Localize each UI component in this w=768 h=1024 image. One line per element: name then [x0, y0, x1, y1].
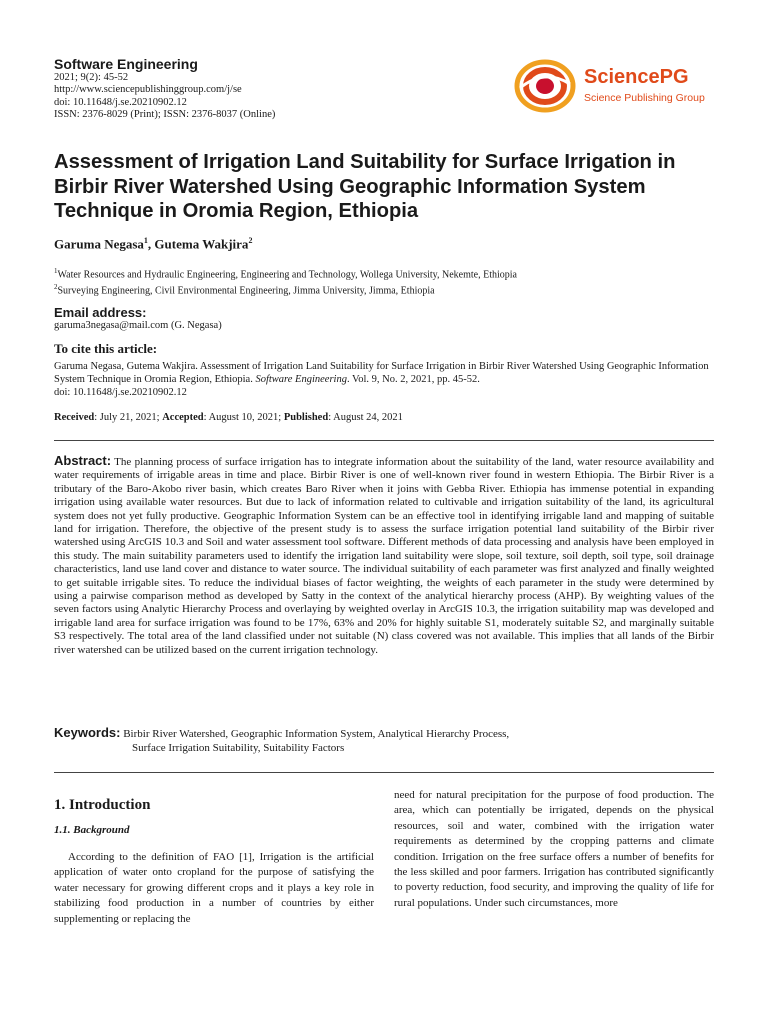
published-label: Published	[283, 412, 329, 423]
journal-header	[54, 56, 394, 121]
keywords-line-2: Surface Irrigation Suitability, Suitability Factors	[132, 742, 345, 754]
accepted-label: Accepted	[162, 412, 204, 423]
abstract-text: The planning process of surface irrigation has to integrate information about the suitability of the land, water resource availability and water requirements of irrigable areas in time and place. Birbir River is one of well-known river found in western Ethiopia. The Birbir River is a tributary of the Baro-Akobo river basin, which creates Baro River when it joins with Gebba River. Ethiopia has immense potential in expanding irrigation using available water resources. But due to lack of information related to cultivable and irrigation suitability of the land, its agricultural system does not yet fully productive. Geographic Information System can be an effective tool in identifying irrigable land and mapping of suitable land for irrigation. Therefore, the objective of the present study is to assess the surface irrigation potential land suitability of the Birbir river watershed using ArcGIS 10.3 and Soil and water assessment tool software. Different methods of data processing and analysis have been employed in this study. The main suitability parameters used to identify the irrigation land suitability were slope, soil texture, soil depth, soil type, soil drainage characteristics, land use land cover and distance to water source. The individual suitability of each parameter was first analyzed and finally weighted to get suitable irrigable sites. To reduce the individual biases of factor weighting, the weights of each parameter in the study were determined by using a pairwise comparison method as developed by Satty in the context of the analytical hierarchy process (AHP). By weighting values of the seven factors using Analytic Hierarchy Process and overlaying by weighted overlay in ArcGIS 10.3, the irrigation suitability map was developed and irrigable land area for surface irrigation was found to be 17%, 63% and 20% for highly suitable S1, moderately suitable S2, and marginally suitable S3 respectively. The total area of the land classified under not suitable (N) class covered was not available. This implies that all lands of the Birbir river watershed can be utilized based on the current irrigation technology.	[54, 456, 714, 656]
journal-name: Software Engineering	[54, 56, 198, 72]
abstract-label: Abstract:	[54, 453, 112, 468]
divider-bottom	[54, 772, 714, 773]
citation-volume: . Vol. 9, No. 2, 2021, pp. 45-52.	[346, 374, 480, 385]
journal-issue: 2021; 9(2): 45-52	[54, 72, 129, 83]
section-heading-introduction: 1. Introduction	[54, 797, 151, 813]
received-label: Received	[54, 412, 95, 423]
body-column-left: According to the definition of FAO [1], Irrigation is the artificial application of water onto cropland for the purpose of satisfying the water necessary for growing different crops and it plays a key role in stabilizing food production in a number of countries by either supplementing or replacing the	[54, 851, 374, 925]
journal-issn: ISSN: 2376-8029 (Print); ISSN: 2376-8037 (Online)	[54, 108, 276, 120]
affiliation-1	[54, 265, 517, 281]
citation-text	[54, 360, 714, 399]
logo-swirl-icon	[514, 58, 576, 114]
affiliation-text: Surveying Engineering, Civil Environmental Engineering, Jimma University, Jimma, Ethiopia	[57, 285, 435, 297]
divider-top	[54, 440, 714, 441]
author-affiliation-mark: 1	[143, 236, 148, 245]
keywords-label: Keywords:	[54, 725, 121, 740]
received-date: : July 21, 2021;	[94, 412, 163, 423]
author-name: Garuma Negasa	[54, 236, 144, 252]
cite-label: To cite this article:	[54, 341, 158, 356]
email-address[interactable]: garuma3negasa@mail.com (G. Negasa)	[54, 320, 222, 331]
affiliation-2	[54, 281, 435, 297]
journal-url[interactable]: http://www.sciencepublishinggroup.com/j/se	[54, 84, 242, 96]
affiliation-mark: 1	[54, 267, 58, 275]
affiliation-mark: 2	[54, 283, 58, 291]
accepted-date: : August 10, 2021;	[203, 412, 284, 423]
email-label: Email address:	[54, 305, 147, 320]
author-name: Gutema Wakjira	[154, 236, 249, 252]
journal-doi: doi: 10.11648/j.se.20210902.12	[54, 96, 187, 108]
abstract	[54, 454, 714, 657]
article-title: Assessment of Irrigation Land Suitability for Surface Irrigation in Birbir River Watershed Using Geographic Information System Technique in Oromia Region, Ethiopia	[54, 151, 676, 222]
citation-doi: doi: 10.11648/j.se.20210902.12	[54, 387, 187, 398]
citation-journal: Software Engineering	[255, 374, 347, 385]
publisher-logo	[514, 58, 714, 114]
logo-wordmark: SciencePG	[584, 66, 689, 88]
subsection-heading-background: 1.1. Background	[54, 824, 130, 836]
body-column-right: need for natural precipitation for the purpose of food production. The area, which can potentially be irrigated, depends on the physical resources, soil and water, combined with the irrigation water requirements as determined by the cropping patterns and climate condition. Irrigation on the free surface offers a number of benefits for the less skilled and poor farmers. Irrigation has contributed significantly to poverty reduction, food security, and improving the quality of life for rural populations. Under such circumstances, more	[394, 789, 714, 909]
author-affiliation-mark: 2	[248, 236, 253, 245]
author-list: Garuma Negasa$^1$, Gutema Wakjira$^2$	[54, 236, 253, 252]
affiliation-text: Water Resources and Hydraulic Engineering, Engineering and Technology, Wollega University, Nekemte, Ethiopia	[57, 269, 517, 281]
keywords-line-1: Birbir River Watershed, Geographic Information System, Analytical Hierarchy Process,	[123, 728, 510, 740]
keywords	[54, 726, 714, 755]
citation-main: Garuma Negasa, Gutema Wakjira. Assessment of Irrigation Land Suitability for Surface Irrigation in Birbir River Watershed Using Geographic Information System Technique in Oromia Region, Ethiopia.	[54, 361, 709, 385]
publication-dates	[54, 412, 403, 423]
logo-subtitle: Science Publishing Group	[584, 92, 705, 104]
published-date: : August 24, 2021	[328, 412, 403, 423]
